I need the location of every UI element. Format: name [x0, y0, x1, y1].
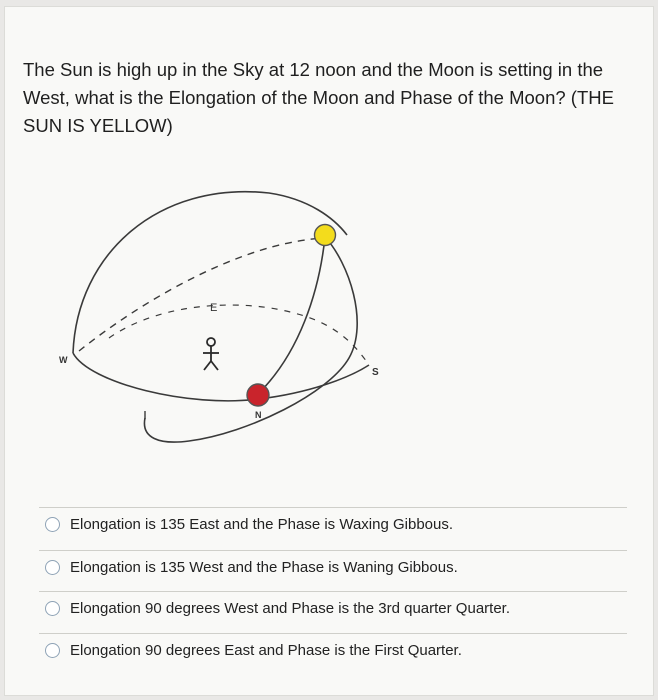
radio-button-2[interactable] — [45, 560, 60, 575]
divider-top — [39, 507, 627, 508]
sphere-back-arc — [79, 238, 324, 351]
question-text: The Sun is high up in the Sky at 12 noon and the Moon is setting in the West, what is the Elongation of the Moon and Phase of the Moon? (THE SUN IS YELLOW) — [23, 59, 614, 136]
answer-option-1-label: Elongation is 135 East and the Phase is Waxing Gibbous. — [70, 515, 454, 533]
horizon-back — [109, 305, 369, 365]
label-west: W — [59, 355, 68, 365]
divider-3 — [39, 633, 627, 634]
answer-option-3-label: Elongation 90 degrees West and Phase is the 3rd quarter Quarter. — [70, 599, 510, 617]
radio-button-3[interactable] — [45, 601, 60, 616]
answer-option-4-label: Elongation 90 degrees East and Phase is the First Quarter. — [70, 641, 462, 659]
answer-option-2[interactable] — [45, 552, 625, 582]
divider-2 — [39, 591, 627, 592]
observer-icon — [203, 338, 219, 370]
label-south: S — [372, 367, 379, 378]
sun-icon — [315, 225, 336, 246]
answer-option-4[interactable] — [45, 635, 625, 665]
sphere-front-arc — [73, 192, 347, 353]
celestial-sphere-diagram — [49, 183, 409, 453]
sun-path-arc — [259, 237, 325, 393]
question-card — [4, 6, 654, 696]
radio-button-1[interactable] — [45, 517, 60, 532]
meridian-arc — [144, 237, 357, 442]
answer-option-2-label: Elongation is 135 West and the Phase is Waning Gibbous. — [70, 558, 458, 576]
moon-icon — [247, 384, 269, 406]
label-east: E — [210, 302, 218, 314]
answer-option-3[interactable] — [45, 593, 625, 623]
label-north: N — [255, 410, 262, 420]
answer-option-1[interactable] — [45, 509, 625, 539]
radio-button-4[interactable] — [45, 643, 60, 658]
divider-1 — [39, 550, 627, 551]
horizon-front — [73, 353, 369, 401]
